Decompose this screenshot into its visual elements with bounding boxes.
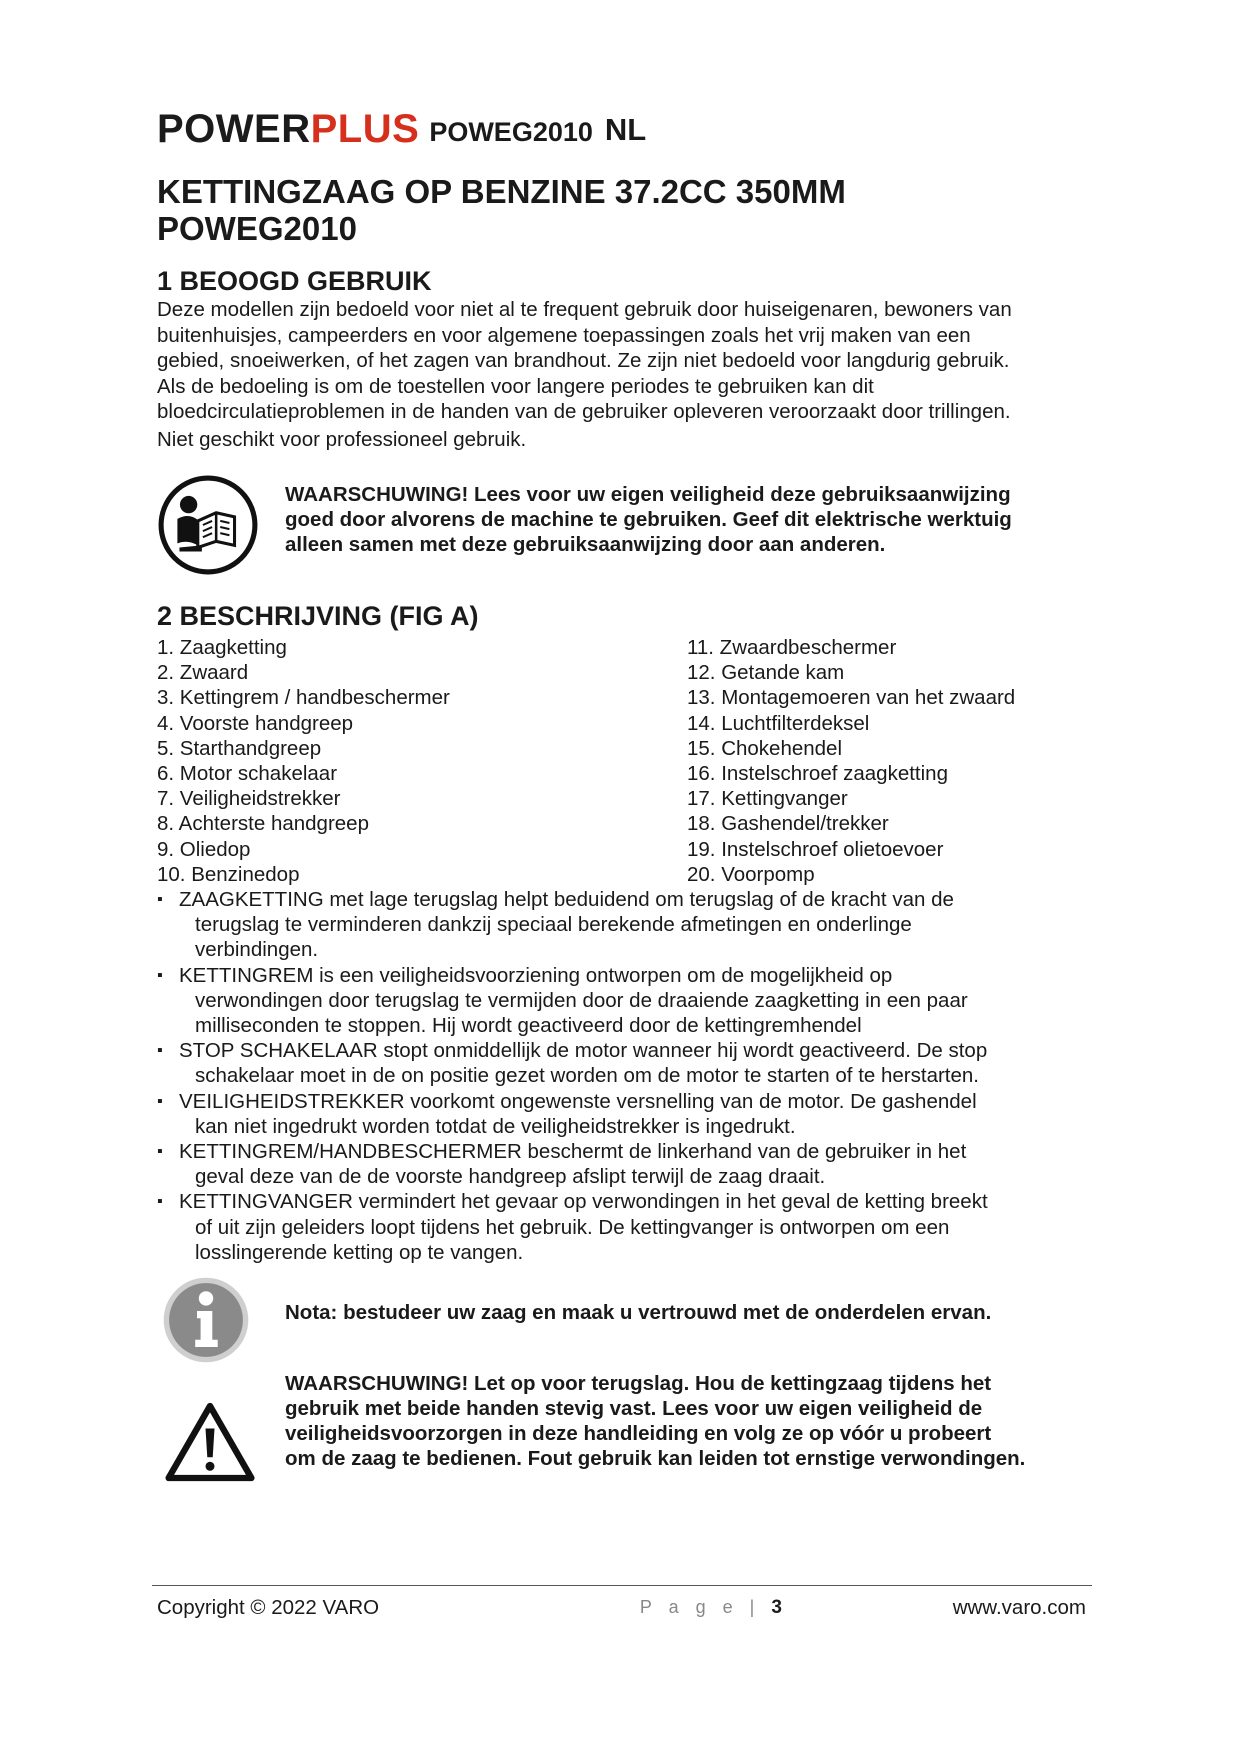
list-item: 15. Chokehendel [687, 736, 843, 760]
bullet-first-line: ZAAGKETTING met lage terugslag helpt beduidend om terugslag of de kracht van de [179, 888, 954, 912]
list-item: 19. Instelschroef olietoevoer [687, 837, 944, 861]
bullet-symbol: ▪ [157, 891, 163, 909]
bullet-symbol: ▪ [157, 1092, 163, 1110]
list-item: 20. Voorpomp [687, 862, 815, 886]
model-number: POWEG2010 [429, 117, 593, 147]
parts-list-right [687, 635, 1015, 887]
list-item: 12. Getande kam [687, 661, 845, 685]
warning-line: veiligheidsvoorzorgen in deze handleiding en volg ze op vóór u probeert [285, 1422, 992, 1446]
title-line-1: KETTINGZAAG OP BENZINE 37.2CC 350MM [157, 173, 846, 210]
section-1-paragraph [157, 297, 1092, 452]
bullet-continuation: kan niet ingedrukt worden totdat de veiligheidstrekker is ingedrukt. [195, 1114, 796, 1138]
warning-triangle-icon [165, 1401, 255, 1483]
warning-line: gebruik met beide handen stevig vast. Lees voor uw eigen veiligheid de [285, 1397, 983, 1421]
list-item: 17. Kettingvanger [687, 787, 848, 811]
list-item: 11. Zwaardbeschermer [687, 636, 897, 659]
paragraph-line: Deze modellen zijn bedoeld voor niet al te frequent gebruik door huiseigenaren, bewoners van [157, 298, 1012, 321]
website-link[interactable]: www.varo.com [952, 1596, 1086, 1619]
bullet-item [157, 1139, 1092, 1189]
paragraph-line: Niet geschikt voor professioneel gebruik. [157, 427, 527, 451]
note-text: Nota: bestudeer uw zaag en maak u vertrouwd met de onderdelen ervan. [285, 1301, 992, 1325]
logo-power-text: POWER [157, 107, 311, 151]
language-code: NL [604, 112, 647, 147]
read-manual-icon [157, 474, 259, 576]
page-indicator [640, 1597, 782, 1619]
bullet-continuation: terugslag te verminderen dankzij speciaal berekende afmetingen en onderlinge [195, 913, 912, 937]
section-2-heading: 2 BESCHRIJVING (FIG A) [157, 601, 479, 631]
bullet-item [157, 1038, 1092, 1088]
warning-text-kickback [285, 1371, 1092, 1471]
list-item: 5. Starthandgreep [157, 736, 322, 760]
bullet-item [157, 1189, 1092, 1265]
bullet-continuation: losslingerende ketting op te vangen. [195, 1240, 524, 1264]
parts-list [157, 635, 1092, 887]
bullet-continuation: verwondingen door terugslag te vermijden door de draaiende zaagketting in een paar [195, 988, 968, 1012]
list-item: 13. Montagemoeren van het zwaard [687, 686, 1016, 710]
parts-list-left [157, 635, 687, 887]
bullet-item [157, 963, 1092, 1039]
paragraph-line: Als de bedoeling is om de toestellen voor langere periodes te gebruiken kan dit [157, 374, 874, 398]
bullet-continuation: milliseconden te stoppen. Hij wordt geactiveerd door de kettingremhendel [195, 1014, 862, 1038]
list-item: 14. Luchtfilterdeksel [687, 711, 870, 735]
page-number: 3 [771, 1597, 782, 1618]
powerplus-logo [157, 109, 419, 149]
bullet-symbol: ▪ [157, 1042, 163, 1060]
list-item: 18. Gashendel/trekker [687, 812, 889, 836]
document-page [157, 105, 1092, 1488]
list-item: 8. Achterste handgreep [157, 812, 369, 836]
bullet-first-line: KETTINGVANGER vermindert het gevaar op verwondingen in het geval de ketting breekt [179, 1190, 988, 1214]
warning-line: WAARSCHUWING! Let op voor terugslag. Hou de kettingzaag tijdens het [285, 1372, 992, 1396]
list-item: 7. Veiligheidstrekker [157, 787, 341, 811]
bullet-continuation: of uit zijn geleiders loopt tijdens het gebruik. De kettingvanger is ontworpen om een [195, 1215, 950, 1239]
bullet-continuation: geval deze van de de voorste handgreep afslipt terwijl de zaag draait. [195, 1165, 826, 1189]
list-item: 9. Oliedop [157, 837, 251, 861]
paragraph-line: buitenhuisjes, campeerders en voor algemene toepassingen zoals het vrij maken van een [157, 323, 971, 347]
list-item: 3. Kettingrem / handbeschermer [157, 686, 450, 710]
bullet-continuation: verbindingen. [195, 938, 319, 962]
paragraph-line: bloedcirculatieproblemen in de handen van de gebruiker opleveren veroorzaakt door trillingen. [157, 400, 1011, 423]
page-title [157, 173, 1092, 247]
warning-line: alleen samen met deze gebruiksaanwijzing door aan anderen. [285, 533, 886, 556]
page-footer [152, 1585, 1092, 1620]
info-icon [161, 1275, 251, 1365]
list-item: 4. Voorste handgreep [157, 711, 354, 735]
list-item: 2. Zwaard [157, 661, 249, 685]
list-item: 1. Zaagketting [157, 636, 287, 659]
paragraph-line: gebied, snoeiwerken, of het zagen van brandhout. Ze zijn niet bedoeld voor langdurig gebruik. [157, 349, 1010, 372]
title-line-2: POWEG2010 [157, 210, 357, 247]
page-header [157, 105, 1092, 149]
list-item: 6. Motor schakelaar [157, 762, 338, 786]
warning-block-manual [157, 474, 1092, 579]
warning-block-kickback [157, 1371, 1092, 1488]
bullet-item [157, 887, 1092, 963]
note-block [157, 1275, 1092, 1365]
bullet-first-line: KETTINGREM/HANDBESCHERMER beschermt de linkerhand van de gebruiker in het [179, 1140, 967, 1164]
bullet-first-line: KETTINGREM is een veiligheidsvoorziening ontworpen om de mogelijkheid op [179, 963, 893, 987]
page-label: P a g e | [639, 1597, 761, 1617]
copyright-text: Copyright © 2022 VARO [157, 1596, 380, 1619]
logo-plus-text: PLUS [310, 107, 420, 151]
warning-line: om de zaag te bedienen. Fout gebruik kan leiden tot ernstige verwondingen. [285, 1447, 1026, 1471]
warning-text-manual [285, 482, 1012, 557]
feature-bullets [157, 887, 1092, 1265]
warning-line: WAARSCHUWING! Lees voor uw eigen veiligheid deze gebruiksaanwijzing [285, 483, 1011, 506]
bullet-symbol: ▪ [157, 1143, 163, 1161]
bullet-first-line: STOP SCHAKELAAR stopt onmiddellijk de motor wanneer hij wordt geactiveerd. De stop [179, 1039, 988, 1063]
bullet-item [157, 1089, 1092, 1139]
list-item: 10. Benzinedop [157, 862, 300, 886]
list-item: 16. Instelschroef zaagketting [687, 762, 948, 786]
section-1-heading: 1 BEOOGD GEBRUIK [157, 266, 432, 296]
bullet-first-line: VEILIGHEIDSTREKKER voorkomt ongewenste versnelling van de motor. De gashendel [179, 1089, 977, 1113]
warning-line: goed door alvorens de machine te gebruiken. Geef dit elektrische werktuig [285, 508, 1012, 531]
bullet-symbol: ▪ [157, 966, 163, 984]
bullet-symbol: ▪ [157, 1193, 163, 1211]
bullet-continuation: schakelaar moet in de on positie gezet worden om de motor te starten of te herstarten. [195, 1064, 979, 1088]
